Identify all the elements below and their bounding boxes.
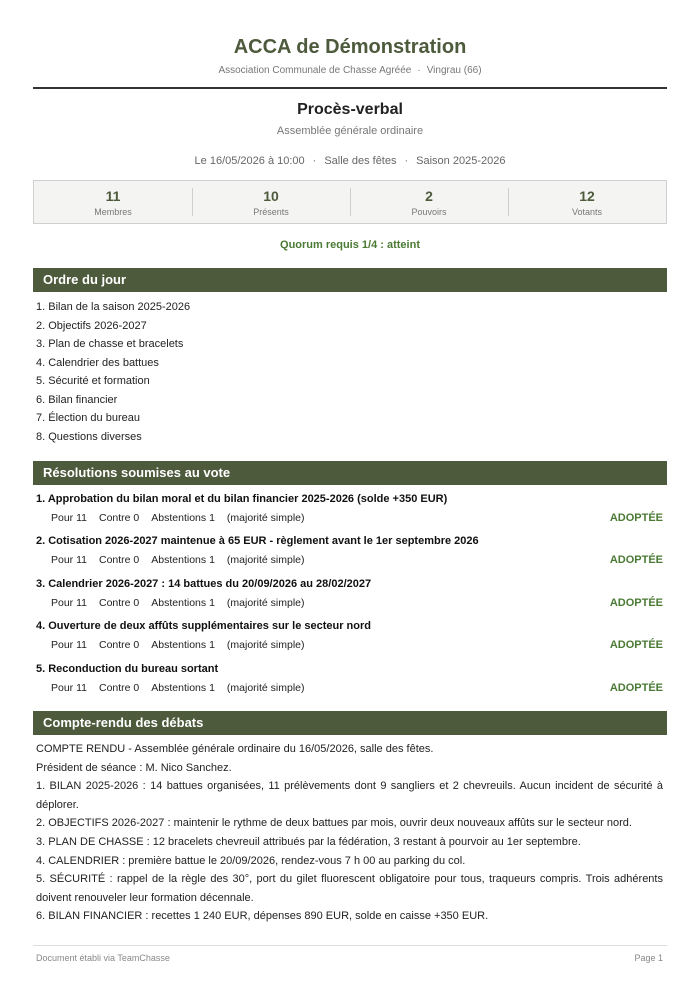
- minutes-paragraph: 4. CALENDRIER : première battue le 20/09/2026, rendez-vous 7 h 00 au parking du col.: [36, 854, 466, 867]
- vote-contre: Contre 0: [99, 681, 140, 694]
- vote-abstentions: Abstentions 1: [151, 681, 215, 694]
- vote-abstentions: Abstentions 1: [151, 596, 215, 609]
- vote-pour: Pour 11: [51, 639, 87, 652]
- stat-votants: [508, 181, 666, 223]
- organization-location: Vingrau (66): [426, 65, 482, 76]
- agenda-item: 8. Questions diverses: [36, 430, 142, 443]
- minutes-paragraph: 1. BILAN 2025-2026 : 14 battues organisées, 11 prélèvements dont 9 sangliers et 2 chevreuils. Aucun incident de sécurité à déplorer.: [36, 780, 663, 811]
- section-header-agenda: Ordre du jour: [33, 268, 667, 292]
- resolution-title: 4. Ouverture de deux affûts supplémentaires sur le secteur nord: [36, 620, 371, 633]
- organization-name: ACCA de Démonstration: [233, 36, 467, 58]
- vote-contre: Contre 0: [99, 554, 140, 567]
- minutes-paragraph: Président de séance : M. Nico Sanchez.: [36, 761, 232, 774]
- minutes-paragraph: 2. OBJECTIFS 2026-2027 : maintenir le rythme de deux battues par mois, ouvrir deux nouveaux affûts sur le secteur nord.: [36, 817, 632, 830]
- resolution-title: 5. Reconduction du bureau sortant: [36, 662, 219, 675]
- resolution-votes: [36, 552, 663, 568]
- page-number: Page 1: [634, 953, 663, 963]
- stat-value: 2: [425, 188, 433, 204]
- section-header-resolutions: Résolutions soumises au vote: [33, 461, 667, 485]
- minutes-paragraph: 5. SÉCURITÉ : rappel de la règle des 30°, port du gilet fluorescent obligatoire pour tous, traqueurs compris. Trois adhérents doivent renouveler leur formation décennale.: [36, 873, 663, 904]
- meeting-datetime: Le 16/05/2026 à 10:00: [194, 155, 305, 167]
- stat-label: Pouvoirs: [411, 207, 447, 217]
- minutes-body: [36, 740, 663, 926]
- vote-abstentions: Abstentions 1: [151, 639, 215, 652]
- organization-full-name: Association Communale de Chasse Agréée: [218, 65, 412, 76]
- agenda-item: 1. Bilan de la saison 2025-2026: [36, 301, 191, 313]
- resolution-title: 2. Cotisation 2026-2027 maintenue à 65 EUR - règlement avant le 1er septembre 2026: [36, 535, 479, 548]
- resolution-status-badge: ADOPTÉE: [609, 554, 663, 567]
- minutes-paragraph: 3. PLAN DE CHASSE : 12 bracelets chevreuil attribués par la fédération, 3 restant à pourvoir au 1er septembre.: [36, 835, 581, 848]
- vote-pour: Pour 11: [51, 596, 87, 609]
- meeting-meta: [33, 154, 667, 168]
- stat-value: 10: [263, 188, 279, 204]
- meeting-place: Salle des fêtes: [324, 155, 397, 167]
- meeting-season: Saison 2025-2026: [416, 155, 506, 167]
- resolution-item: [36, 661, 663, 703]
- stat-pouvoirs: [350, 181, 508, 223]
- resolution-votes: [36, 637, 663, 653]
- vote-majority: (majorité simple): [226, 596, 305, 609]
- vote-majority: (majorité simple): [226, 512, 305, 524]
- separator: ·: [417, 65, 421, 76]
- resolution-votes: [36, 510, 663, 526]
- stat-label: Votants: [571, 207, 603, 217]
- vote-contre: Contre 0: [99, 512, 140, 524]
- vote-pour: Pour 11: [51, 554, 87, 567]
- resolution-votes: [36, 680, 663, 696]
- resolution-status-badge: ADOPTÉE: [609, 596, 663, 609]
- vote-contre: Contre 0: [99, 639, 140, 652]
- agenda-list: [36, 298, 666, 446]
- minutes-paragraph: 6. BILAN FINANCIER : recettes 1 240 EUR, dépenses 890 EUR, solde en caisse +350 EUR.: [36, 910, 489, 923]
- stat-value: 12: [579, 188, 595, 204]
- stat-value: 11: [105, 188, 121, 204]
- vote-majority: (majorité simple): [226, 554, 305, 567]
- resolution-title: 3. Calendrier 2026-2027 : 14 battues du 20/09/2026 au 28/02/2027: [36, 577, 372, 590]
- minutes-paragraph: COMPTE RENDU - Assemblée générale ordinaire du 16/05/2026, salle des fêtes.: [36, 743, 434, 755]
- quorum-status: Quorum requis 1/4 : atteint: [280, 239, 420, 251]
- resolution-item: [36, 618, 663, 660]
- agenda-item: 2. Objectifs 2026-2027: [36, 319, 147, 332]
- resolution-item: [36, 491, 663, 533]
- agenda-item: 4. Calendrier des battues: [36, 356, 159, 369]
- resolutions-list: [36, 491, 663, 703]
- stat-membres: [34, 181, 192, 223]
- attendance-stats: [33, 180, 667, 224]
- resolution-status-badge: ADOPTÉE: [609, 681, 663, 694]
- document-title: Procès-verbal: [297, 101, 403, 118]
- resolution-votes: [36, 595, 663, 611]
- organization-header: [0, 0, 700, 78]
- footer-divider: [33, 945, 667, 946]
- vote-pour: Pour 11: [51, 681, 87, 694]
- agenda-item: 5. Sécurité et formation: [36, 375, 150, 387]
- document-title-block: [33, 100, 667, 138]
- stat-label: Présents: [253, 207, 289, 217]
- agenda-item: 6. Bilan financier: [36, 393, 118, 406]
- vote-majority: (majorité simple): [226, 639, 305, 652]
- section-header-minutes: Compte-rendu des débats: [33, 711, 667, 735]
- agenda-item: 7. Élection du bureau: [36, 412, 140, 424]
- vote-majority: (majorité simple): [226, 681, 305, 694]
- vote-pour: Pour 11: [51, 512, 87, 524]
- stat-label: Membres: [94, 207, 132, 217]
- footer-credit: Document établi via TeamChasse: [36, 953, 170, 963]
- resolution-item: [36, 576, 663, 618]
- page-footer: [36, 952, 663, 964]
- document-subtitle: Assemblée générale ordinaire: [276, 125, 424, 137]
- resolution-title: 1. Approbation du bilan moral et du bilan financier 2025-2026 (solde +350 EUR): [36, 493, 448, 505]
- stat-presents: [192, 181, 350, 223]
- organization-subtitle: [0, 64, 700, 78]
- separator: ·: [404, 155, 409, 167]
- separator: ·: [312, 155, 317, 167]
- resolution-status-badge: ADOPTÉE: [609, 639, 663, 652]
- resolution-status-badge: ADOPTÉE: [609, 512, 663, 524]
- header-divider: [33, 87, 667, 89]
- resolution-item: [36, 533, 663, 575]
- vote-contre: Contre 0: [99, 596, 140, 609]
- vote-abstentions: Abstentions 1: [151, 554, 215, 567]
- vote-abstentions: Abstentions 1: [151, 512, 215, 524]
- agenda-item: 3. Plan de chasse et bracelets: [36, 338, 184, 350]
